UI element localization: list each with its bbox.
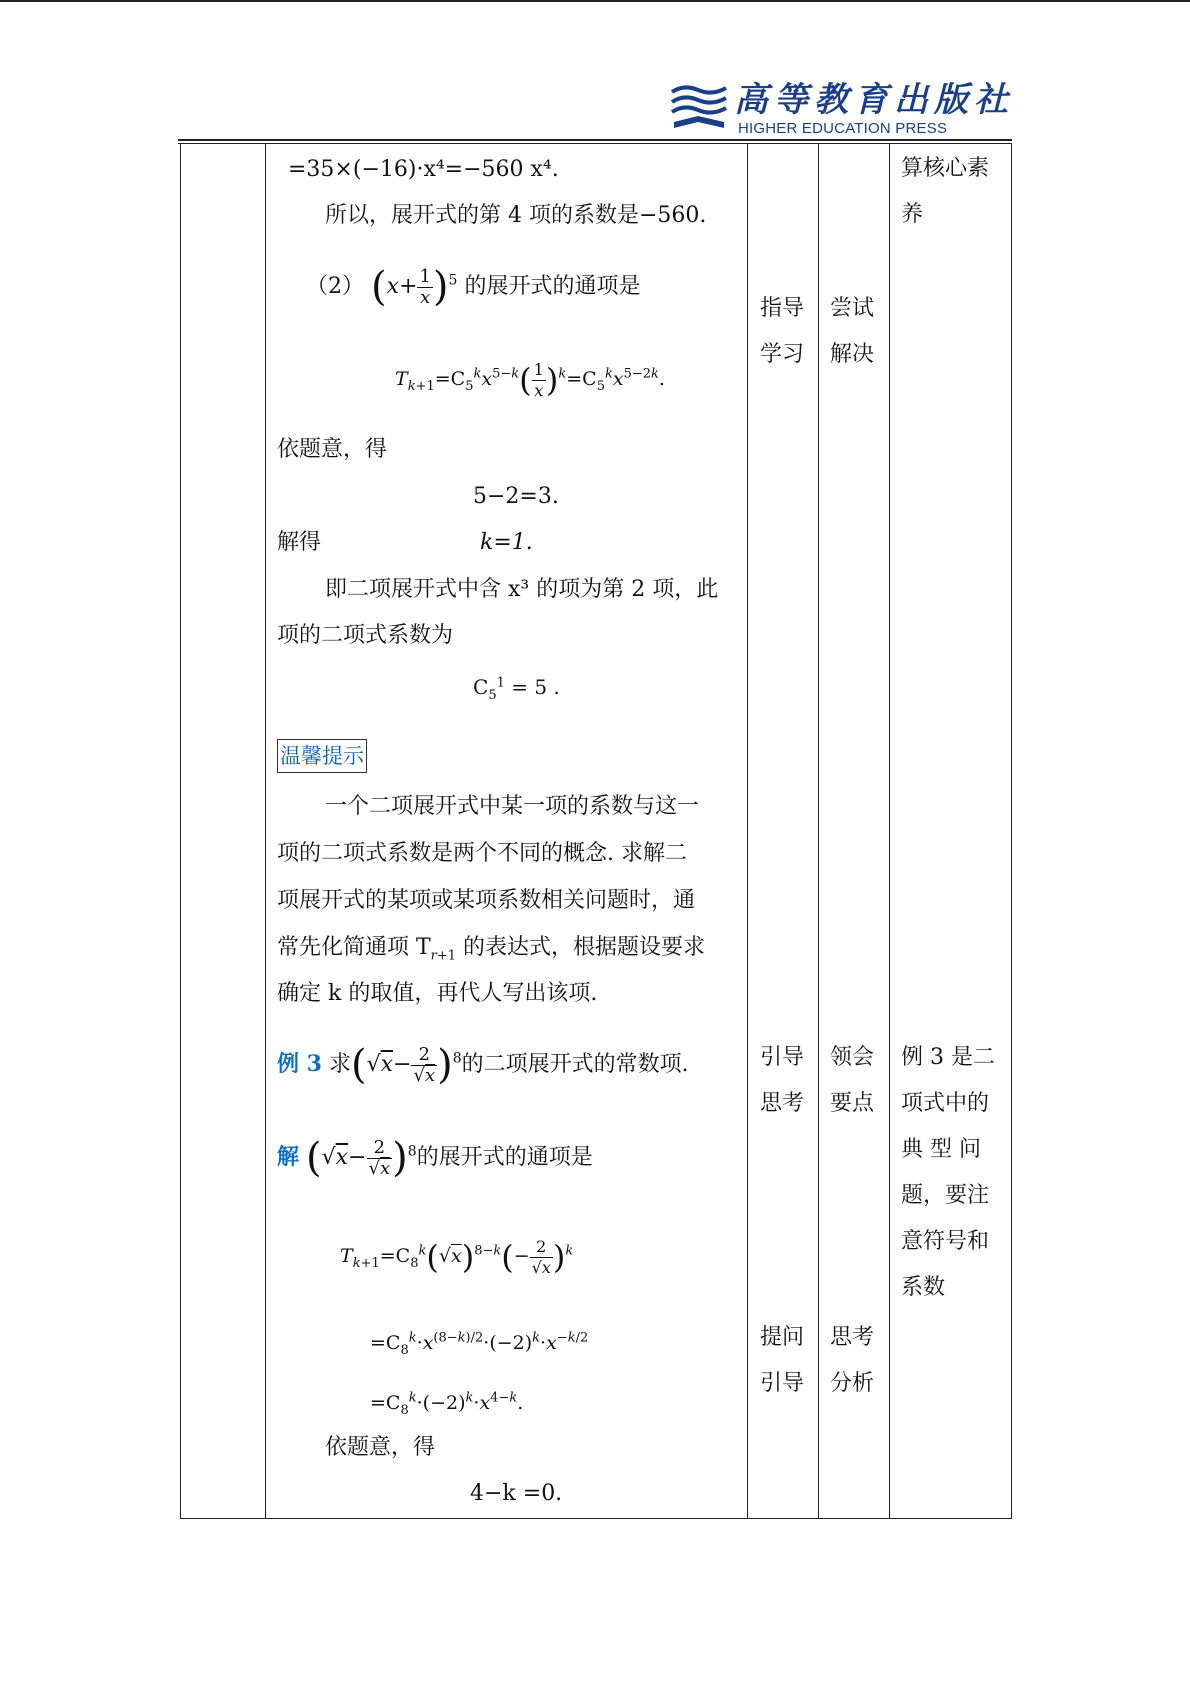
binomial-result-value: = 5 . <box>511 675 560 699</box>
example-3-label: 例 3 <box>277 1051 322 1077</box>
solution-text: 的展开式的通项是 <box>416 1145 593 1170</box>
design-intent-b-2: 项式中的 <box>901 1091 990 1116</box>
general-term-formula-2: $T_{k+1}=C_8^k(√x)^{8-k}(-$ $\frac{2}{√x}$ )$^k$ <box>340 1236 574 1277</box>
tip-line-4-tail: 的表达式，根据题设要求 <box>456 935 706 960</box>
equation-line-1: =35×(−16)·x⁴=−560 x⁴. <box>288 157 559 182</box>
student-activity-a <box>830 286 874 378</box>
teacher-activity-c-2: 引导 <box>760 1371 805 1396</box>
table-divider-1 <box>265 144 266 1519</box>
tip-line-1: 一个二项展开式中某一项的系数与这一 <box>325 794 700 819</box>
table-bottom-border <box>180 1518 1012 1519</box>
design-intent-b <box>901 1035 995 1311</box>
teacher-activity-c-1: 提问 <box>760 1325 805 1350</box>
solve-label: 解得 <box>277 530 322 555</box>
design-intent-b-5: 意符号和 <box>901 1229 990 1254</box>
design-intent-b-4: 题，要注 <box>901 1183 990 1208</box>
tip-label: 温馨提示 <box>277 739 367 773</box>
design-intent-a-2: 养 <box>901 202 924 227</box>
solution-label: 解 <box>277 1144 300 1170</box>
design-intent-a-1: 算核心素 <box>901 156 990 181</box>
teacher-activity-b-2: 思考 <box>760 1091 805 1116</box>
header-rule <box>178 139 1012 141</box>
tip-line-3: 项展开式的某项或某项系数相关问题时，通 <box>277 888 696 913</box>
student-activity-b <box>830 1035 874 1127</box>
binomial-sqrt-x-minus-2-over-sqrt-x-2: (√x− $\frac{2}{√x}$ )$^8$ <box>306 1135 417 1181</box>
equation-4-minus-k: 4−k =0. <box>470 1481 563 1506</box>
teacher-activity-b <box>760 1035 804 1127</box>
teacher-activity-a <box>760 286 804 378</box>
binomial-x-plus-1-over-x: (x+ $\frac{1}{x}$ )$^5$ <box>371 264 458 310</box>
table-divider-2 <box>747 144 748 1519</box>
teacher-activity-a-1: 指导 <box>760 296 805 321</box>
binomial-coefficient-result: $C_5^1 = 5$ . <box>473 675 560 703</box>
design-intent-a <box>901 146 989 238</box>
general-term-formula-3: $=C_8^k\cdot x^{(8-k)/2}\cdot(-2)^k\cdot x^{-k/2}$ <box>370 1330 589 1358</box>
table-divider-3 <box>818 144 819 1519</box>
publisher-name-cn: 高等教育出版社 <box>734 80 1014 120</box>
header-rule-thin <box>178 143 1012 144</box>
part-2-line <box>306 257 640 317</box>
part-2-prefix: （2） <box>306 274 364 299</box>
design-intent-b-1: 例 3 是二 <box>901 1045 995 1070</box>
publisher-name-en: HIGHER EDUCATION PRESS <box>738 120 948 137</box>
publisher-mark-icon <box>668 82 730 134</box>
tip-line-5: 确定 k 的取值，再代人写出该项. <box>277 981 598 1006</box>
general-term-formula-1: $T_{k+1}=C_5^kx^{5-k}$( $\frac{1}{x}$ )$^k=C_5^kx^{5-2k}$. <box>395 359 665 400</box>
equation-5-minus-2: 5−2=3. <box>473 484 559 509</box>
student-activity-a-2: 解决 <box>830 342 875 367</box>
student-activity-c-1: 思考 <box>830 1325 875 1350</box>
student-activity-b-1: 领会 <box>830 1045 875 1070</box>
solution-line <box>277 1127 593 1188</box>
example-3-text-a: 求 <box>328 1052 351 1077</box>
binomial-sqrt-x-minus-2-over-sqrt-x: (√x− $\frac{2}{√x}$ )$^8$ <box>350 1042 462 1088</box>
design-intent-b-3: 典 型 问 <box>901 1137 981 1162</box>
conclusion-line-1: 即二项展开式中含 x³ 的项为第 2 项，此 <box>325 577 719 602</box>
student-activity-c-2: 分析 <box>830 1371 875 1396</box>
teacher-activity-b-1: 引导 <box>760 1045 805 1070</box>
table-border-left <box>180 144 181 1519</box>
student-activity-a-1: 尝试 <box>830 296 875 321</box>
accordingly-text: 依题意，得 <box>277 437 388 462</box>
general-term-formula-4: $=C_8^k\cdot(-2)^k\cdot x^{4-k}$. <box>370 1390 524 1418</box>
publisher-logo <box>668 80 1014 138</box>
page-top-border <box>0 0 1190 2</box>
accordingly-text-2: 依题意，得 <box>325 1435 436 1460</box>
tip-line-2: 项的二项式系数是两个不同的概念. 求解二 <box>277 841 687 866</box>
coefficient-statement: 所以，展开式的第 4 项的系数是−560. <box>325 203 707 228</box>
example-3-text-b: 的二项展开式的常数项. <box>461 1052 689 1077</box>
table-border-right <box>1011 144 1012 1519</box>
tip-line-4-head: 常先化简通项 T <box>277 935 431 960</box>
part-2-suffix: 的展开式的通项是 <box>464 274 641 299</box>
design-intent-b-6: 系数 <box>901 1275 946 1300</box>
example-3-line <box>277 1034 689 1095</box>
tip-line-4: 常先化简通项 $T_{r+1}$ 的表达式，根据题设要求 <box>277 935 706 964</box>
student-activity-c <box>830 1315 874 1407</box>
student-activity-b-2: 要点 <box>830 1091 875 1116</box>
table-divider-4 <box>889 144 890 1519</box>
teacher-activity-a-2: 学习 <box>760 342 805 367</box>
teacher-activity-c <box>760 1315 804 1407</box>
solve-value: k=1. <box>480 530 533 555</box>
conclusion-line-2: 项的二项式系数为 <box>277 623 454 648</box>
